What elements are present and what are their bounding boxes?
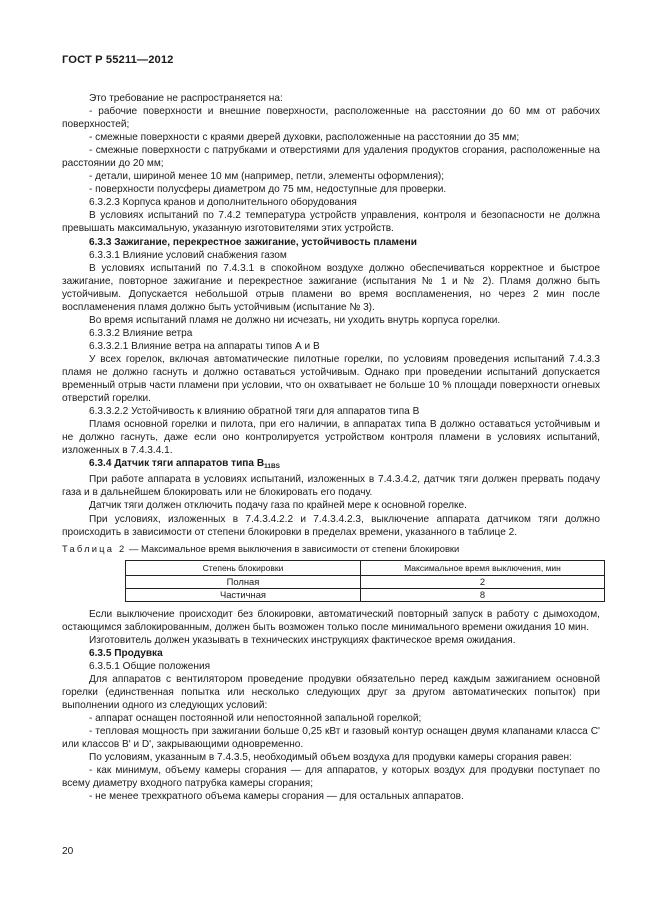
document-header: ГОСТ Р 55211—2012: [62, 54, 174, 66]
paragraph: [62, 105, 600, 131]
paragraph: [62, 209, 600, 235]
table-cell: Частичная: [126, 588, 361, 601]
table-row: [126, 588, 605, 601]
page-number: 20: [62, 846, 74, 857]
paragraph: [62, 196, 600, 209]
paragraph-text: - тепловая мощность при зажигании больше 0,25 кВт и газовый контур оснащен двумя клапанами класса С' или классов В' и D', закрывающими одновременно.: [62, 726, 600, 751]
table-row: [126, 575, 605, 588]
section-heading: [62, 457, 600, 473]
table-caption-label: Таблица 2: [62, 542, 127, 554]
paragraph: [62, 131, 600, 144]
paragraph-text: У всех горелок, включая автоматические пилотные горелки, по условиям проведения испытаний 7.4.3.3 пламя не должно гаснуть и должно оставаться устойчивым. Однако при проведении испытаний допускается временный отрыв части пламени при условии, что он охватывает не больше 10 % площади поверхности огневых отверстий горелки.: [62, 353, 600, 405]
paragraph-text: - поверхности полусферы диаметром до 75 мм, недоступные для проверки.: [89, 184, 447, 196]
paragraph: [62, 790, 600, 803]
paragraph-text: Датчик тяги должен отключить подачу газа по крайней мере к основной горелке.: [89, 500, 467, 512]
paragraph: [62, 513, 600, 539]
paragraph-text: 6.3.3.1 Влияние условий снабжения газом: [89, 249, 287, 261]
paragraph-text: - аппарат оснащен постоянной или непостоянной запальной горелкой;: [89, 713, 422, 725]
paragraph: [62, 712, 600, 725]
paragraph: [62, 418, 600, 457]
paragraph-text: 6.3.5 Продувка: [89, 647, 163, 659]
paragraph: [62, 353, 600, 405]
paragraph-text: Это требование не распространяется на:: [89, 93, 283, 104]
paragraph: [62, 262, 600, 314]
paragraph-text: При работе аппарата в условиях испытаний, изложенных в 7.4.3.4.2, датчик тяги должен прервать подачу газа и в дальнейшем блокировать или не блокировать его подачу.: [62, 474, 600, 499]
paragraph: [62, 608, 600, 634]
paragraph-text: Для аппаратов с вентилятором проведение продувки обязательно перед каждым зажиганием основной горелки (единственная попытка или несколько следующих друг за другом автоматических попыток) при выполнении одного из следующих условий:: [62, 673, 600, 711]
document-body: [62, 92, 600, 803]
paragraph-text: - как минимум, объему камеры сгорания — для аппаратов, у которых воздух для продувки поступает по всему диаметру входного патрубка камеры сгорания;: [62, 765, 600, 790]
paragraph-text: В условиях испытаний по 7.4.2 температура устройств управления, контроля и безопасности не должна превышать максимальную, указанную изготовителями этих устройств.: [62, 210, 600, 235]
paragraph: [62, 499, 600, 512]
paragraph: [62, 673, 600, 712]
paragraph-text: По условиям, указанным в 7.4.3.5, необходимый объем воздуха для продувки камеры сгорания равен:: [89, 752, 572, 764]
paragraph-text: 6.3.3.2 Влияние ветра: [89, 327, 193, 339]
paragraph: [62, 327, 600, 340]
paragraph-text: 6.3.5.1 Общие положения: [89, 660, 211, 672]
table-caption: [62, 542, 600, 555]
paragraph-text: - смежные поверхности с краями дверей духовки, расположенные на расстоянии до 35 мм;: [89, 132, 520, 144]
paragraph-text: - смежные поверхности с патрубками и отверстиями для удаления продуктов сгорания, расположенные на расстоянии до 20 мм;: [62, 145, 600, 170]
paragraph-text: В условиях испытаний по 7.4.3.1 в спокойном воздухе должно обеспечиваться корректное и быстрое зажигание, повторное зажигание и перекрестное зажигание (испытания № 1 и № 2). Пламя должно быть устойчивым. Допускается небольшой отрыв пламени во время воспламенения, но через 2 мин после воспламенения пламя должно быть устойчивым (испытание № 3).: [62, 262, 600, 313]
table-caption-text: — Максимальное время выключения в зависимости от степени блокировки: [126, 542, 460, 554]
paragraph-text: - рабочие поверхности и внешние поверхности, расположенные на расстоянии до 60 мм от рабочих поверхностей;: [62, 106, 600, 131]
table-header-cell: Степень блокировки: [126, 560, 361, 575]
paragraph-text: Изготовитель должен указывать в технических инструкциях фактическое время ожидания.: [89, 634, 516, 646]
paragraph: [62, 725, 600, 751]
table-cell: 2: [361, 575, 605, 588]
paragraph-text: 6.3.3.2.2 Устойчивость к влиянию обратной тяги для аппаратов типа В: [89, 406, 420, 418]
paragraph: [62, 183, 600, 196]
section-heading: [62, 647, 600, 660]
table-cell: 8: [361, 588, 605, 601]
paragraph: [62, 170, 600, 183]
paragraph: [62, 660, 600, 673]
table-header-row: [126, 560, 605, 575]
paragraph: [62, 751, 600, 764]
paragraphs-before-table: [62, 92, 600, 539]
paragraph-text: Пламя основной горелки и пилота, при его наличии, в аппаратах типа В должно оставаться устойчивым и не должно гаснуть, даже если оно контролируется устройством контроля пламени в условиях испытаний, изложенных в 7.4.3.4.1.: [62, 419, 600, 457]
paragraph-text: - детали, шириной менее 10 мм (например, петли, элементы оформления);: [89, 171, 445, 183]
paragraph-text: 6.3.3.2.1 Влияние ветра на аппараты типов А и В: [89, 340, 320, 352]
table-header-cell: Максимальное время выключения, мин: [361, 560, 605, 575]
paragraph: [62, 764, 600, 790]
paragraph: [62, 314, 600, 327]
paragraph-text: При условиях, изложенных в 7.4.3.4.2.2 и 7.4.3.4.2.3, выключение аппарата датчиком тяги должно происходить в зависимости от степени блокировки в пределах времени, указанного в таблице 2.: [62, 513, 600, 538]
paragraph-text: 6.3.4 Датчик тяги аппаратов типа В: [89, 458, 265, 470]
paragraph-text: Если выключение происходит без блокировки, автоматический повторный запуск в работу с дымоходом, остающимся заблокированным, должен быть возможен только после минимального времени ожидания 10 мин.: [62, 608, 600, 633]
paragraph-text: 6.3.3 Зажигание, перекрестное зажигание, устойчивость пламени: [89, 236, 417, 248]
paragraph: [62, 634, 600, 647]
paragraph-text: 6.3.2.3 Корпуса кранов и дополнительного оборудования: [89, 197, 357, 209]
section-heading: [62, 236, 600, 249]
paragraph: [62, 92, 600, 105]
paragraph: [62, 473, 600, 499]
paragraph-text: Во время испытаний пламя не должно ни исчезать, ни уходить внутрь корпуса горелки.: [89, 314, 501, 326]
paragraphs-after-table: [62, 608, 600, 804]
subscript: 11BS: [264, 463, 281, 471]
paragraph-text: - не менее трехкратного объема камеры сгорания — для остальных аппаратов.: [89, 791, 464, 803]
table-cell: Полная: [126, 575, 361, 588]
table-2: [125, 560, 605, 602]
paragraph: [62, 340, 600, 353]
paragraph: [62, 144, 600, 170]
paragraph: [62, 249, 600, 262]
paragraph: [62, 405, 600, 418]
